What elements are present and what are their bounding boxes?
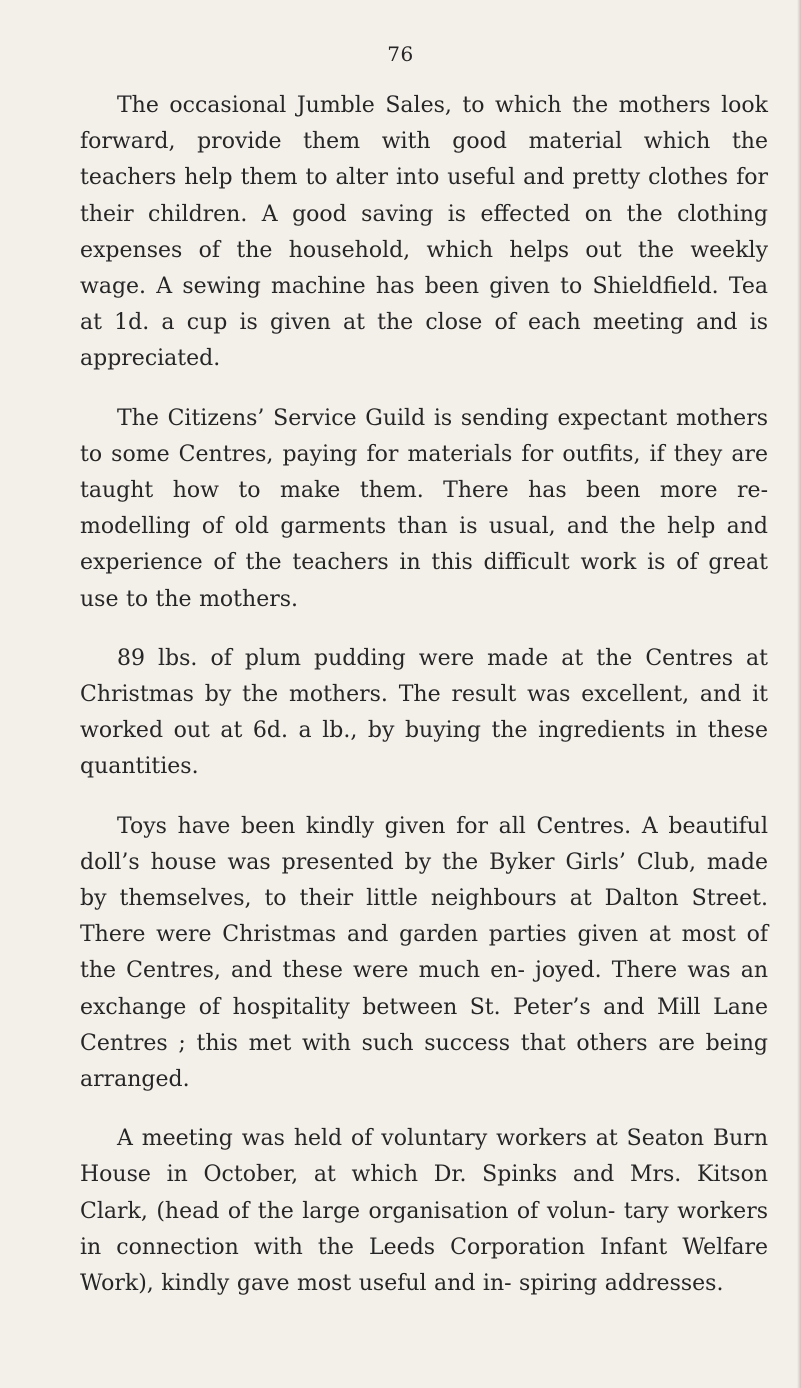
page-edge [797,0,801,1388]
body-text [80,88,768,1325]
page-number: 76 [387,42,414,66]
paragraph-jumble-sales: The occasional Jumble Sales, to which the mothers look forward, provide them with good material which the teachers help them to alter into useful and pretty clothes for their children. A good saving is effected on the clothing expenses of the household, which helps out the weekly wage. A sewing machine has been given to Shieldfield. Tea at 1d. a cup is given at the close of each meeting and is appreciated. [80,93,768,372]
paragraph-voluntary-workers-meeting: A meeting was held of voluntary workers at Seaton Burn House in October, at which Dr. Spinks and Mrs. Kitson Clark, (head of the large organisation of volun- tary workers in connection with the Leeds Corporation Infant Welfare Work), kindly gave most useful and in- spiring addresses. [80,1126,768,1297]
paragraph-toys: Toys have been kindly given for all Centres. A beautiful doll’s house was presented by the Byker Girls’ Club, made by themselves, to their little neighbours at Dalton Street. There were Christmas and garden parties given at most of the Centres, and these were much en- joyed. There was an exchange of hospitality between St. Peter’s and Mill Lane Centres ; this met with such success that others are being arranged. [80,813,768,1093]
paragraph-plum-pudding: 89 lbs. of plum pudding were made at the Centres at Christmas by the mothers. The result was excellent, and it worked out at 6d. a lb., by buying the ingredients in these quantities. [80,645,768,780]
paragraph-citizens-service-guild: The Citizens’ Service Guild is sending expectant mothers to some Centres, paying for materials for outfits, if they are taught how to make them. There has been more re-modelling of old garments than is usual, and the help and experience of the teachers in this difficult work is of great use to the mothers. [80,405,768,612]
